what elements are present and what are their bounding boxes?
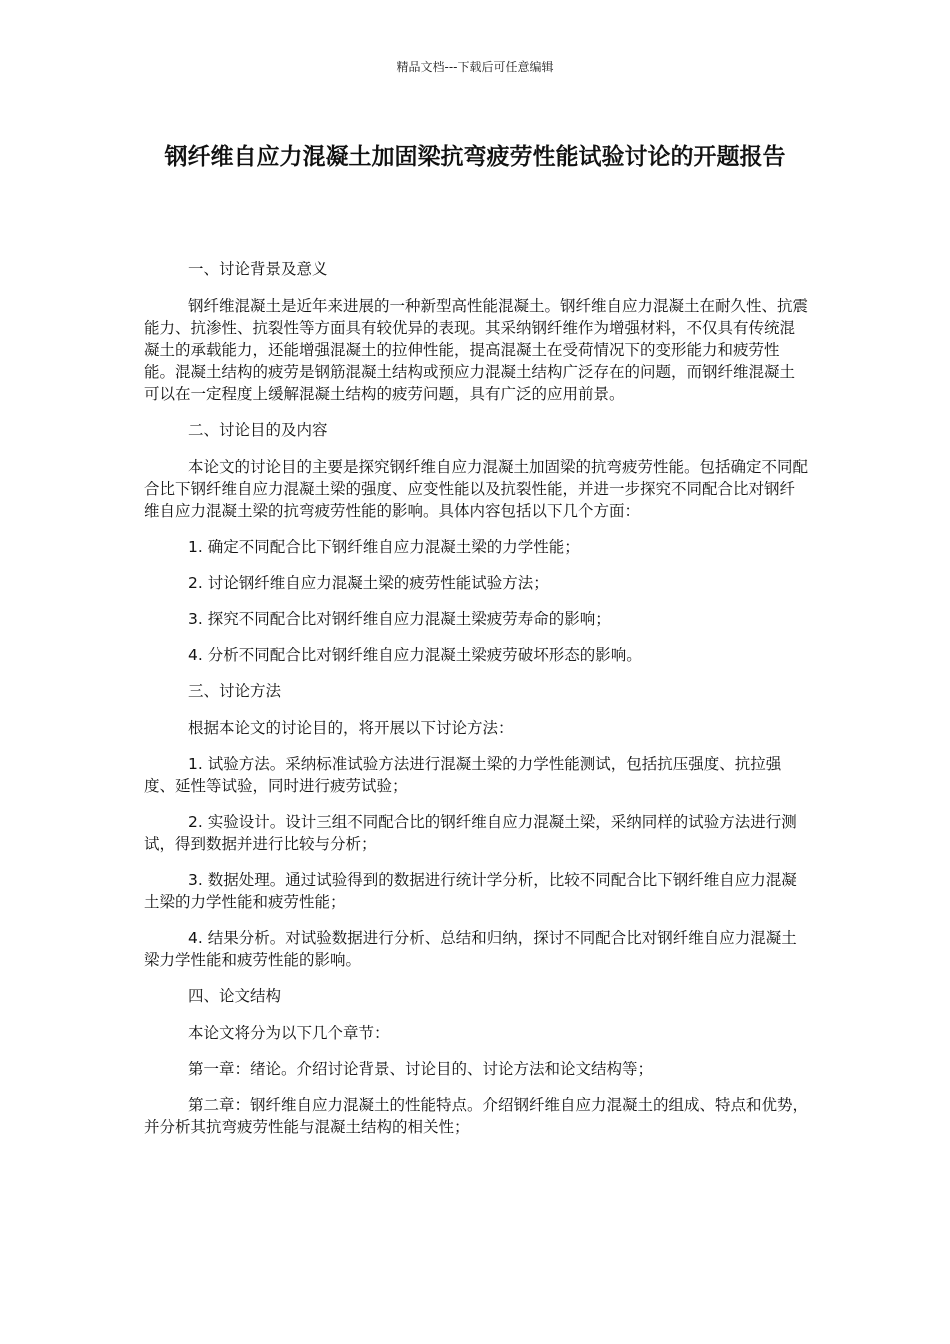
list-item-objective-3: 3. 探究不同配合比对钢纤维自应力混凝土梁疲劳寿命的影响； [188, 610, 611, 628]
header-note: 精品文档---下载后可任意编辑 [396, 60, 554, 74]
list-item-method-2: 2. 实验设计。设计三组不同配合比的钢纤维自应力混凝土梁，采纳同样的试验方法进行测试，得到数据并进行比较与分析； [144, 813, 797, 853]
section-heading-objectives: 二、讨论目的及内容 [188, 421, 328, 439]
paragraph-structure-intro: 本论文将分为以下几个章节： [188, 1024, 390, 1042]
paragraph-methods-intro: 根据本论文的讨论目的，将开展以下讨论方法： [188, 719, 514, 737]
list-item-objective-2: 2. 讨论钢纤维自应力混凝土梁的疲劳性能试验方法； [188, 574, 549, 592]
list-item-objective-4: 4. 分析不同配合比对钢纤维自应力混凝土梁疲劳破坏形态的影响。 [188, 646, 642, 664]
section-heading-background: 一、讨论背景及意义 [188, 260, 328, 278]
list-item-chapter-2: 第二章：钢纤维自应力混凝土的性能特点。介绍钢纤维自应力混凝土的组成、特点和优势，并分析其抗弯疲劳性能与混凝土结构的相关性； [144, 1096, 809, 1136]
list-item-method-4: 4. 结果分析。对试验数据进行分析、总结和归纳，探讨不同配合比对钢纤维自应力混凝土梁力学性能和疲劳性能的影响。 [144, 929, 797, 969]
list-item-method-3: 3. 数据处理。通过试验得到的数据进行统计学分析，比较不同配合比下钢纤维自应力混凝土梁的力学性能和疲劳性能； [144, 871, 797, 911]
paragraph-objectives: 本论文的讨论目的主要是探究钢纤维自应力混凝土加固梁的抗弯疲劳性能。包括确定不同配合比下钢纤维自应力混凝土梁的强度、应变性能以及抗裂性能，并进一步探究不同配合比对钢纤维自应力混凝土梁的抗弯疲劳性能的影响。具体内容包括以下几个方面： [144, 458, 809, 520]
section-heading-methods: 三、讨论方法 [188, 682, 282, 700]
document-title: 钢纤维自应力混凝土加固梁抗弯疲劳性能试验讨论的开题报告 [164, 144, 786, 170]
list-item-objective-1: 1. 确定不同配合比下钢纤维自应力混凝土梁的力学性能； [188, 538, 580, 556]
list-item-chapter-1: 第一章：绪论。介绍讨论背景、讨论目的、讨论方法和论文结构等； [188, 1060, 654, 1078]
paragraph-background: 钢纤维混凝土是近年来进展的一种新型高性能混凝土。钢纤维自应力混凝土在耐久性、抗震能力、抗渗性、抗裂性等方面具有较优异的表现。其采纳钢纤维作为增强材料，不仅具有传统混凝土的承载能力，还能增强混凝土的拉伸性能，提高混凝土在受荷情况下的变形能力和疲劳性能。混凝土结构的疲劳是钢筋混凝土结构或预应力混凝土结构广泛存在的问题，而钢纤维混凝土可以在一定程度上缓解混凝土结构的疲劳问题，具有广泛的应用前景。 [144, 297, 809, 403]
document-body [144, 258, 808, 1152]
list-item-method-1: 1. 试验方法。采纳标准试验方法进行混凝土梁的力学性能测试，包括抗压强度、抗拉强度、延性等试验，同时进行疲劳试验； [144, 755, 782, 795]
section-heading-structure: 四、论文结构 [188, 987, 282, 1005]
